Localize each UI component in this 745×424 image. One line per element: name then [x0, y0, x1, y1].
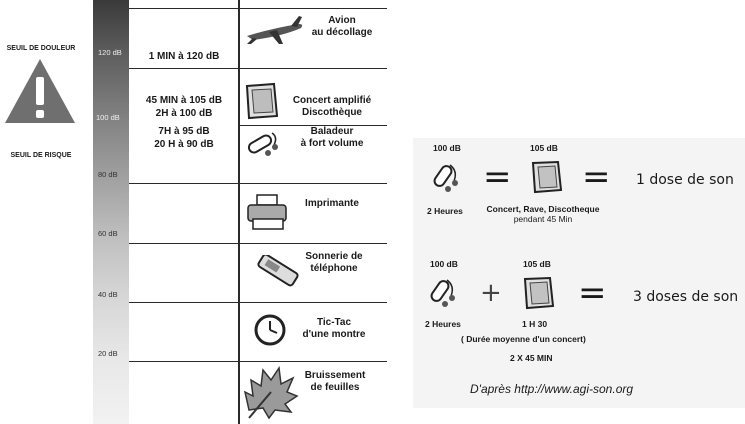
speaker-icon: [522, 276, 556, 310]
source-airplane-label: Avion au décollage: [311, 15, 373, 38]
row-line: [129, 243, 387, 244]
music-player-icon: [428, 157, 464, 197]
duration-95db: 7H à 95 dB: [158, 126, 210, 137]
music-player-icon: [244, 127, 282, 159]
source-leaf-label: Bruissement de feuilles: [304, 370, 366, 393]
eq1-equals-1: =: [483, 157, 512, 197]
tick-120: 120 dB: [98, 48, 122, 57]
eq1-right-db: 105 dB: [530, 143, 558, 153]
eq1-right-caption: Concert, Rave, Discotheque pendant 45 Min: [486, 204, 600, 224]
eq2-note2: 2 X 45 MIN: [510, 353, 553, 363]
eq2-right-caption: 1 H 30: [522, 319, 548, 329]
row-line: [129, 302, 387, 303]
source-speaker-label: Concert amplifié Discothèque: [292, 95, 372, 118]
printer-icon: [245, 193, 289, 233]
music-player-icon: [425, 272, 461, 312]
tick-80: 80 dB: [98, 170, 118, 179]
decibel-scale-bar: [93, 0, 129, 424]
source-watch-label: Tic-Tac d'une montre: [302, 317, 366, 340]
row-line: [129, 68, 387, 69]
watch-icon: [253, 313, 287, 347]
eq1-result: 1 dose de son: [636, 172, 734, 188]
duration-105db: 45 MIN à 105 dB: [145, 95, 223, 106]
eq2-left-caption: 2 Heures: [425, 319, 461, 329]
speaker-icon: [530, 160, 564, 194]
source-printer-label: Imprimante: [305, 198, 359, 209]
row-line: [129, 183, 387, 184]
eq1-equals-2: =: [582, 157, 611, 197]
source-phone-label: Sonnerie de téléphone: [305, 251, 363, 274]
eq1-left-db: 100 dB: [433, 143, 461, 153]
tick-20: 20 dB: [98, 349, 118, 358]
leaf-icon: [241, 362, 299, 422]
eq2-note: ( Durée moyenne d'un concert): [461, 334, 586, 344]
duration-90db: 20 H à 90 dB: [154, 139, 214, 150]
pain-threshold-label: SEUIL DE DOULEUR: [6, 45, 76, 52]
duration-100db: 2H à 100 dB: [155, 108, 213, 119]
eq2-equals: =: [578, 273, 607, 313]
tick-60: 60 dB: [98, 229, 118, 238]
eq1-left-caption: 2 Heures: [427, 206, 463, 216]
eq2-left-db: 100 dB: [430, 259, 458, 269]
source-player-label: Baladeur à fort volume: [300, 126, 364, 149]
speaker-icon: [244, 82, 280, 120]
eq2-plus: +: [480, 278, 502, 308]
risk-threshold-label: SEUIL DE RISQUE: [10, 152, 72, 159]
eq2-right-db: 105 dB: [523, 259, 551, 269]
row-line: [129, 8, 387, 9]
duration-120db: 1 MIN à 120 dB: [148, 51, 220, 62]
tick-100: 100 dB: [96, 113, 120, 122]
source-credit: D'après http://www.agi-son.org: [470, 382, 634, 396]
eq2-result: 3 doses de son: [633, 289, 739, 305]
tick-40: 40 dB: [98, 290, 118, 299]
warning-triangle-icon: [3, 57, 77, 127]
